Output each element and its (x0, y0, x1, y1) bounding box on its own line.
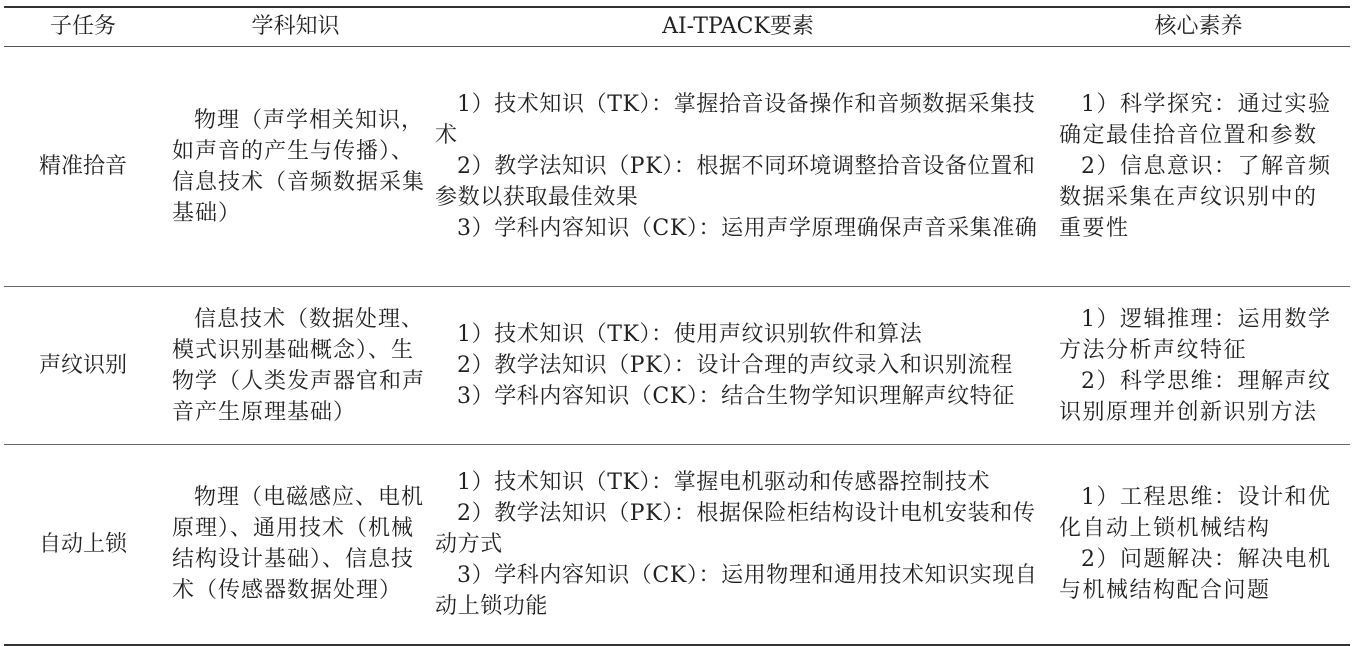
core-item: 1）逻辑推理：运用数学方法分析声纹特征 (1059, 306, 1332, 363)
tpack-elements (429, 445, 1047, 645)
tpack-item: 3）学科内容知识（CK）：结合生物学知识理解声纹特征 (457, 384, 1015, 409)
table-row (4, 47, 1350, 287)
tpack-item: 3）学科内容知识（CK）：运用声学原理确保声音采集准确 (457, 216, 1038, 241)
header-subject-knowledge: 学科知识 (162, 7, 429, 47)
table-row (4, 445, 1350, 645)
knowledge-table (4, 6, 1350, 646)
subject-knowledge (162, 287, 429, 445)
subject-text: 物理（电磁感应、电机原理）、通用技术（机械结构设计基础）、信息技术（传感器数据处理） (172, 485, 425, 604)
core-item: 2）问题解决：解决电机与机械结构配合问题 (1059, 547, 1332, 604)
core-item: 1）工程思维：设计和优化自动上锁机械结构 (1059, 485, 1332, 542)
core-literacy (1047, 47, 1350, 287)
subject-text: 信息技术（数据处理、模式识别基础概念）、生物学（人类发声器官和声音产生原理基础） (172, 306, 426, 425)
tpack-item: 2）教学法知识（PK）：根据不同环境调整拾音设备位置和参数以获取最佳效果 (435, 154, 1036, 210)
core-item: 2）信息意识：了解音频数据采集在声纹识别中的重要性 (1059, 154, 1332, 241)
core-literacy (1047, 287, 1350, 445)
tpack-item: 2）教学法知识（PK）：根据保险柜结构设计电机安装和传动方式 (435, 500, 1036, 557)
tpack-item: 2）教学法知识（PK）：设计合理的声纹录入和识别流程 (457, 353, 1013, 378)
tpack-elements (429, 47, 1047, 287)
tpack-item: 3）学科内容知识（CK）：运用物理和通用技术知识实现自动上锁功能 (435, 562, 1038, 619)
task-name: 自动上锁 (4, 445, 162, 645)
tpack-item: 1）技术知识（TK）：使用声纹识别软件和算法 (457, 322, 923, 347)
core-literacy (1047, 445, 1350, 645)
core-item: 2）科学思维：理解声纹识别原理并创新识别方法 (1059, 368, 1332, 425)
core-item: 1）科学探究：通过实验确定最佳拾音位置和参数 (1059, 92, 1332, 148)
table-header-row (4, 7, 1350, 47)
subject-text: 物理（声学相关知识，如声音的产生与传播）、信息技术（音频数据采集基础） (172, 107, 426, 226)
subject-knowledge (162, 47, 429, 287)
header-subtask: 子任务 (4, 7, 162, 47)
tpack-item: 1）技术知识（TK）：掌握电机驱动和传感器控制技术 (457, 469, 991, 495)
tpack-elements (429, 287, 1047, 445)
tpack-item: 1）技术知识（TK）：掌握拾音设备操作和音频数据采集技术 (435, 92, 1036, 148)
table-row (4, 287, 1350, 445)
subject-knowledge (162, 445, 429, 645)
header-core-literacy: 核心素养 (1047, 7, 1350, 47)
task-name: 声纹识别 (4, 287, 162, 445)
header-ai-tpack: AI-TPACK要素 (429, 7, 1047, 47)
task-name: 精准拾音 (4, 47, 162, 287)
